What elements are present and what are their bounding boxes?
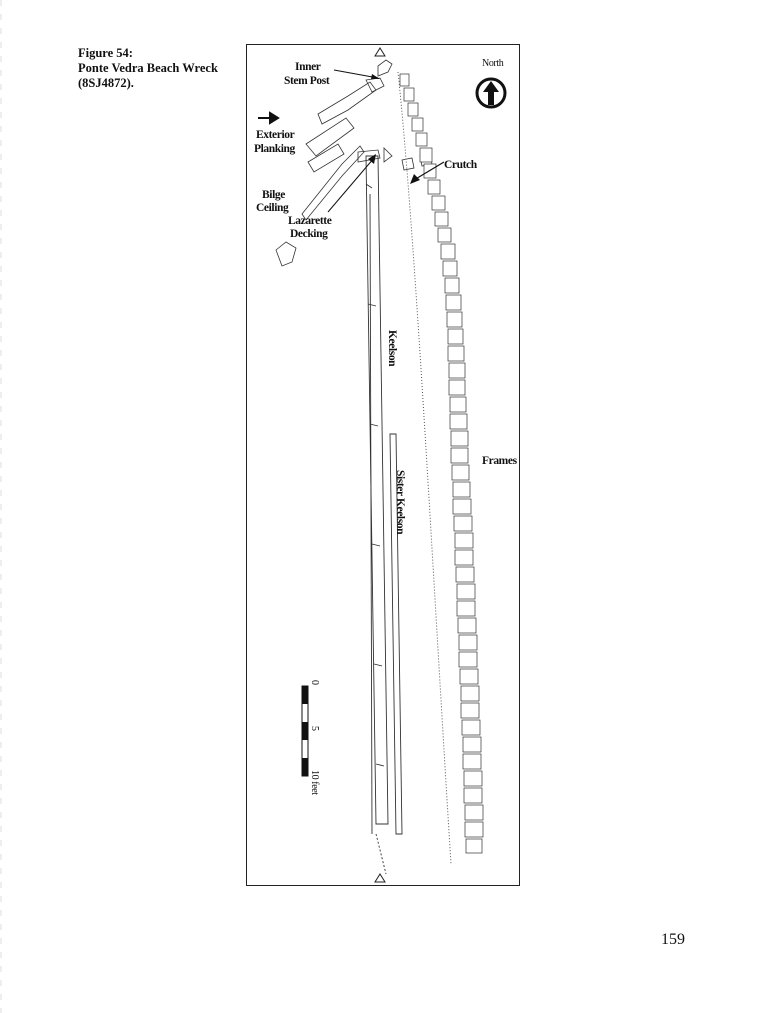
scale-tick-5: 5 (309, 726, 320, 731)
scan-edge-artifact (0, 0, 2, 1013)
label-crutch: Crutch (444, 159, 477, 171)
figure-caption (78, 46, 218, 91)
label-stern-post: Stem Post (284, 75, 330, 87)
label-exterior: Exterior (256, 129, 295, 141)
label-ceiling: Ceiling (256, 202, 289, 214)
label-decking: Decking (290, 228, 328, 240)
scale-tick-0: 0 (309, 680, 320, 685)
label-keelson: Keelson (386, 330, 398, 367)
scale-tick-10: 10 feet (309, 770, 320, 795)
caption-title: Ponte Vedra Beach Wreck (78, 61, 218, 75)
label-lazarette: Lazarette (288, 215, 332, 227)
label-frames: Frames (482, 455, 517, 467)
caption-site-number: (8SJ4872). (78, 76, 134, 90)
label-inner: Inner (295, 61, 321, 73)
page-number: 159 (661, 931, 685, 948)
label-sister-keelson: Sister Keelson (394, 470, 406, 535)
label-planking: Planking (254, 143, 295, 155)
north-label: North (482, 58, 504, 69)
label-bilge: Bilge (262, 189, 285, 201)
wreck-site-plan (246, 44, 520, 886)
caption-figure-number: Figure 54: (78, 46, 133, 60)
